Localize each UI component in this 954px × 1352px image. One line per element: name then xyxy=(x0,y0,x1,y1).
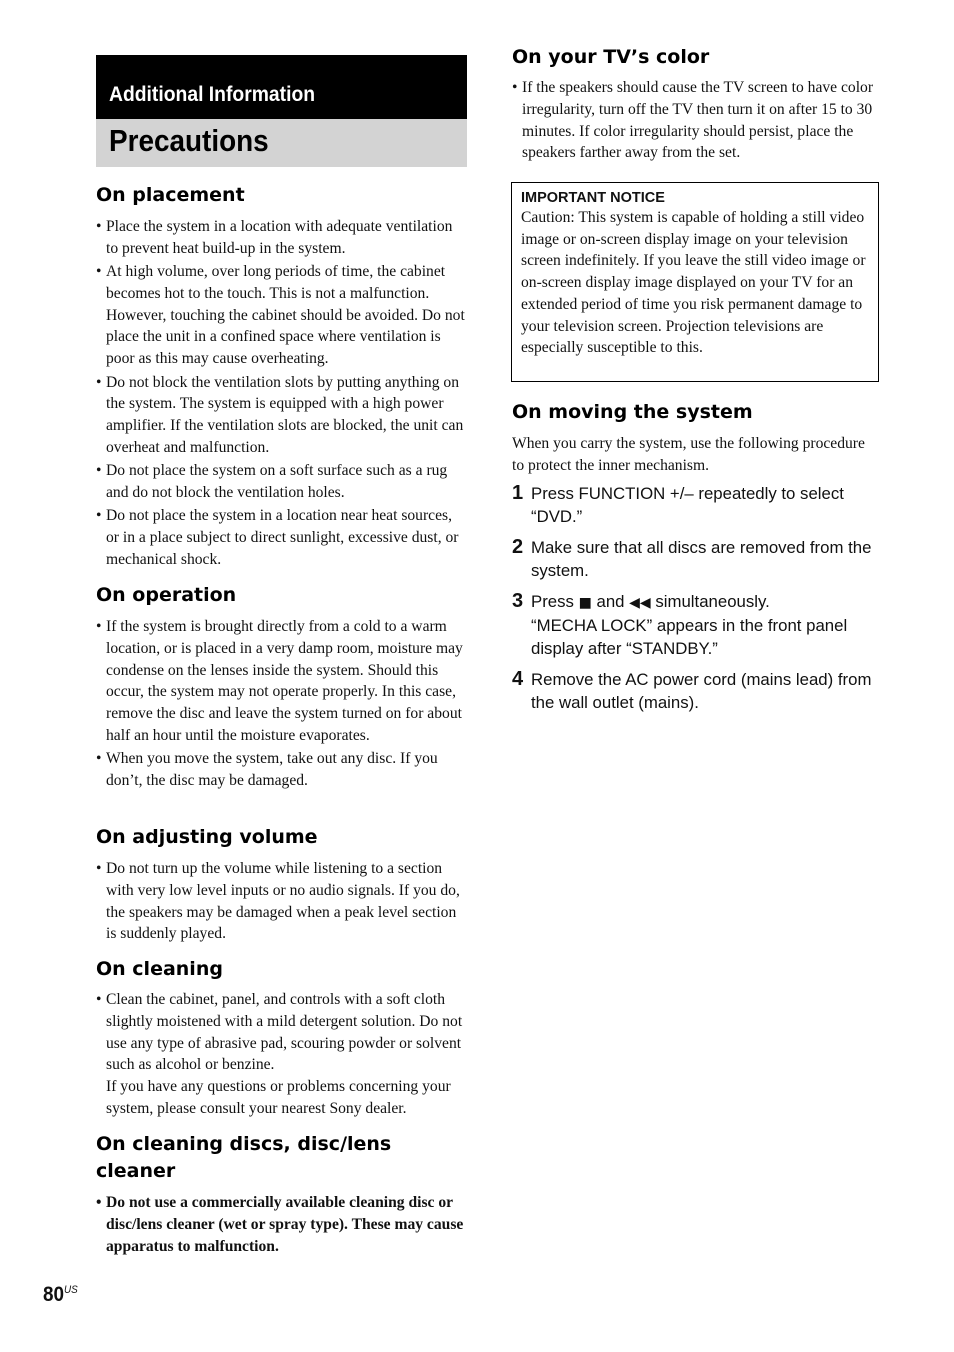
list-item: • Do not place the system in a location near heat sources, or in a place subject to direct sunlight, excessive dust, or mechanical shock. xyxy=(96,505,468,570)
step-number: 3 xyxy=(512,590,524,613)
list-item: • If the system is brought directly from a cold to a warm location, or is placed in a very damp room, moisture may condense on the lenses inside the system. Should this occur, the system may not operate properly. In this case, remove the disc and leave the system turned on for about half an hour until the moisture evaporates. xyxy=(96,616,468,747)
stop-icon: ■ xyxy=(578,595,592,612)
step-4 xyxy=(512,669,882,714)
list-item: • Do not turn up the volume while listening to a section with very low level inputs or no audio signals. If you do, the speakers may be damaged when a peak level section is suddenly played. xyxy=(96,858,468,945)
list-item xyxy=(96,989,470,1120)
list-item: • Do not use a commercially available cleaning disc or disc/lens cleaner (wet or spray type). These may cause apparatus to malfunction. xyxy=(96,1192,468,1257)
discs-list xyxy=(96,1192,468,1259)
step-3 xyxy=(512,591,882,660)
heading-cleaning: On cleaning xyxy=(96,958,223,980)
page-number-value: 80 xyxy=(43,1283,65,1306)
step-text-part: and xyxy=(596,592,625,612)
important-notice-box xyxy=(511,182,879,382)
list-item: • Do not place the system on a soft surface such as a rug and do not block the ventilation holes. xyxy=(96,460,468,504)
heading-tv-color: On your TV’s color xyxy=(512,46,710,68)
cleaning-text: Clean the cabinet, panel, and controls with a soft cloth slightly moistened with a mild detergent solution. Do not use any type of abrasive pad, scouring powder or solvent such as alcohol or benzine. xyxy=(106,991,463,1074)
list-item: • If the speakers should cause the TV screen to have color irregularity, turn off the TV then turn it on after 15 to 30 minutes. If color irregularity should persist, place the speakers farther away from the set. xyxy=(512,77,882,164)
cleaning-extra: If you have any questions or problems concerning your system, please consult your nearest Sony dealer. xyxy=(106,1078,451,1117)
heading-discs: On cleaning discs, disc/lens cleaner xyxy=(96,1133,392,1182)
volume-list xyxy=(96,858,468,947)
step-text-part: Press xyxy=(531,592,574,612)
page-title: Precautions xyxy=(109,123,269,158)
page-number xyxy=(43,1283,78,1307)
notice-title: IMPORTANT NOTICE xyxy=(521,190,665,206)
step-text: Remove the AC power cord (mains lead) from the wall outlet (mains). xyxy=(531,670,872,712)
list-item: • Place the system in a location with adequate ventilation to prevent heat build-up in the system. xyxy=(96,216,468,260)
heading-operation: On operation xyxy=(96,584,237,606)
step-text: Press FUNCTION +/– repeatedly to select “DVD.” xyxy=(531,484,844,526)
title-band xyxy=(96,119,467,167)
step-number: 4 xyxy=(512,668,524,691)
step-number: 2 xyxy=(512,536,524,559)
chapter-title: Additional Information xyxy=(109,83,316,106)
chapter-band xyxy=(96,55,467,119)
step-text-part: “MECHA LOCK” appears in the front panel display after “STANDBY.” xyxy=(531,615,848,658)
step-1 xyxy=(512,483,882,528)
step-text: Make sure that all discs are removed from the system. xyxy=(531,538,872,580)
heading-placement: On placement xyxy=(96,184,245,206)
heading-volume: On adjusting volume xyxy=(96,826,318,848)
list-item: • Do not block the ventilation slots by putting anything on the system. The system is equipped with a high power amplifier. If the ventilation slots are blocked, the unit can overheat and malfunction. xyxy=(96,372,468,459)
operation-list xyxy=(96,616,468,793)
tv-color-list xyxy=(512,77,882,166)
heading-moving: On moving the system xyxy=(512,401,753,423)
page-number-suffix: US xyxy=(64,1284,78,1296)
moving-intro: When you carry the system, use the following procedure to protect the inner mechanism. xyxy=(512,435,865,474)
list-item: • When you move the system, take out any disc. If you don’t, the disc may be damaged. xyxy=(96,748,468,792)
step-number: 1 xyxy=(512,482,524,504)
previous-icon: ◀◀ xyxy=(629,595,651,612)
notice-body: Caution: This system is capable of holding a still video image or on-screen display image on your television screen indefinitely. If you leave the still video image or on-screen display image displayed on your TV for an extended period of time you risk permanent damage to your television screen. Projection televisions are especially susceptible to this. xyxy=(521,209,866,357)
placement-list xyxy=(96,216,468,572)
list-item: • At high volume, over long periods of time, the cabinet becomes hot to the touch. This is not a malfunction. However, touching the cabinet should be avoided. Do not place the unit in a confined space where ventilation is poor as this may cause overheating. xyxy=(96,261,468,370)
step-text xyxy=(531,591,882,660)
moving-steps xyxy=(512,483,882,723)
step-text-part: simultaneously. xyxy=(655,592,770,612)
cleaning-list xyxy=(96,989,470,1121)
step-2 xyxy=(512,537,882,582)
